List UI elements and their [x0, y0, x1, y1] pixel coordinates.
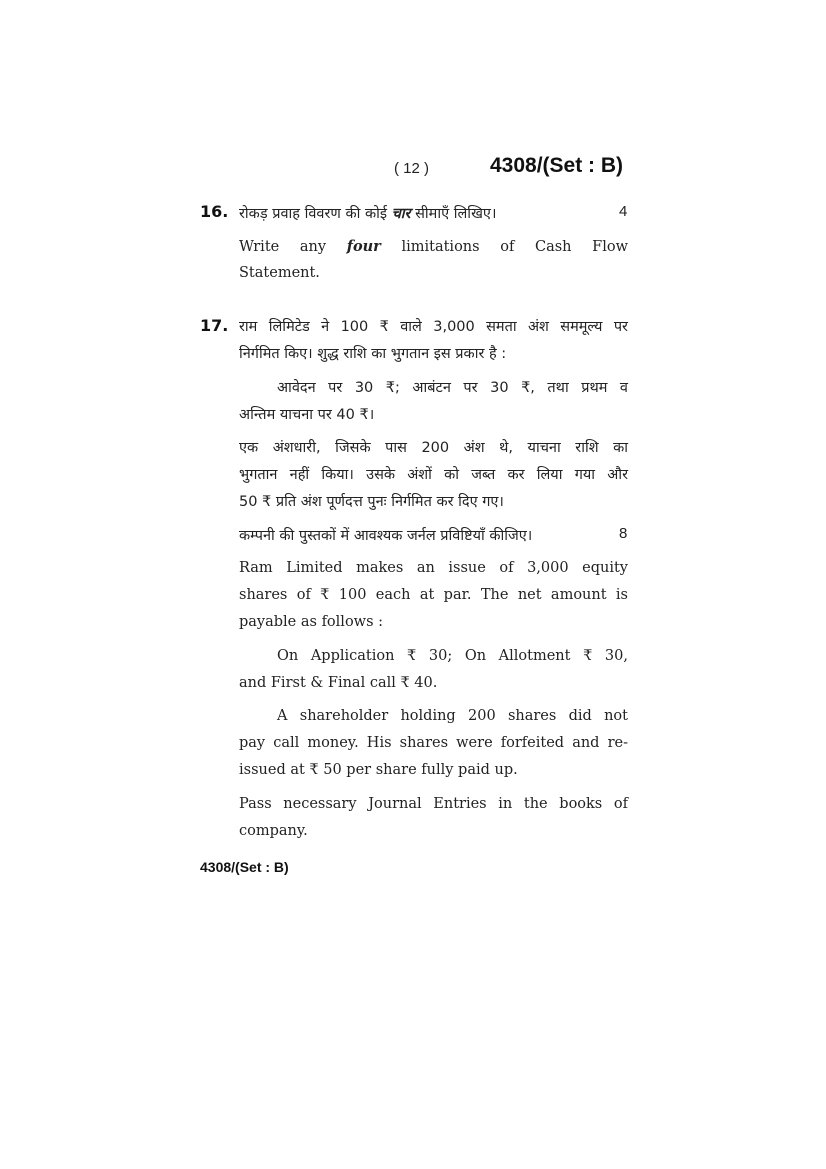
page-number: ( 12 )	[394, 160, 430, 177]
text-segment: सीमाएँ लिखिए।	[415, 206, 497, 222]
text-segment: limitations of Cash Flow	[401, 239, 628, 255]
question-number: 17.	[200, 316, 229, 335]
marks: 8	[619, 525, 628, 542]
question-hindi-line: एक अंशधारी, जिसके पास 200 अंश थे, याचना राशि का	[239, 440, 628, 456]
question-english-line: company.	[239, 823, 308, 839]
question-hindi-line: निर्गमित किए। शुद्ध राशि का भुगतान इस प्रकार है :	[239, 346, 507, 362]
emphasis-text: चार	[391, 206, 411, 222]
question-english-line: A shareholder holding 200 shares did not	[277, 708, 628, 724]
question-english-line: issued at ₹ 50 per share fully paid up.	[239, 762, 518, 778]
question-hindi-line: अन्तिम याचना पर 40 ₹।	[239, 407, 375, 423]
text-segment: Write any	[239, 239, 327, 255]
question-hindi-line: आवेदन पर 30 ₹; आबंटन पर 30 ₹, तथा प्रथम व	[277, 380, 628, 396]
question-number: 16.	[200, 202, 229, 221]
question-english-line: Ram Limited makes an issue of 3,000 equity	[239, 560, 628, 576]
question-hindi-line: 50 ₹ प्रति अंश पूर्णदत्त पुनः निर्गमित कर दिए गए।	[239, 494, 504, 510]
question-hindi-line: भुगतान नहीं किया। उसके अंशों को जब्त कर लिया गया और	[239, 467, 628, 483]
paper-code-header: 4308/(Set : B)	[490, 154, 624, 177]
question-english-line: payable as follows :	[239, 614, 384, 630]
paper-code-footer: 4308/(Set : B)	[200, 859, 289, 875]
question-hindi-line: राम लिमिटेड ने 100 ₹ वाले 3,000 समता अंश सममूल्य पर	[239, 319, 628, 335]
question-hindi-text	[239, 203, 496, 223]
question-english-line	[239, 238, 628, 255]
question-hindi-line: कम्पनी की पुस्तकों में आवश्यक जर्नल प्रविष्टियाँ कीजिए।	[239, 528, 533, 544]
question-english-line: pay call money. His shares were forfeited and re-	[239, 735, 628, 751]
emphasis-text: four	[346, 238, 381, 255]
question-english-line: Pass necessary Journal Entries in the books of	[239, 796, 628, 812]
marks: 4	[619, 203, 628, 220]
question-english-line: and First & Final call ₹ 40.	[239, 675, 438, 691]
question-english-line: shares of ₹ 100 each at par. The net amount is	[239, 587, 628, 603]
text-segment: रोकड़ प्रवाह विवरण की कोई	[239, 206, 387, 222]
question-english-line: On Application ₹ 30; On Allotment ₹ 30,	[277, 648, 628, 664]
question-english-line: Statement.	[239, 265, 320, 281]
